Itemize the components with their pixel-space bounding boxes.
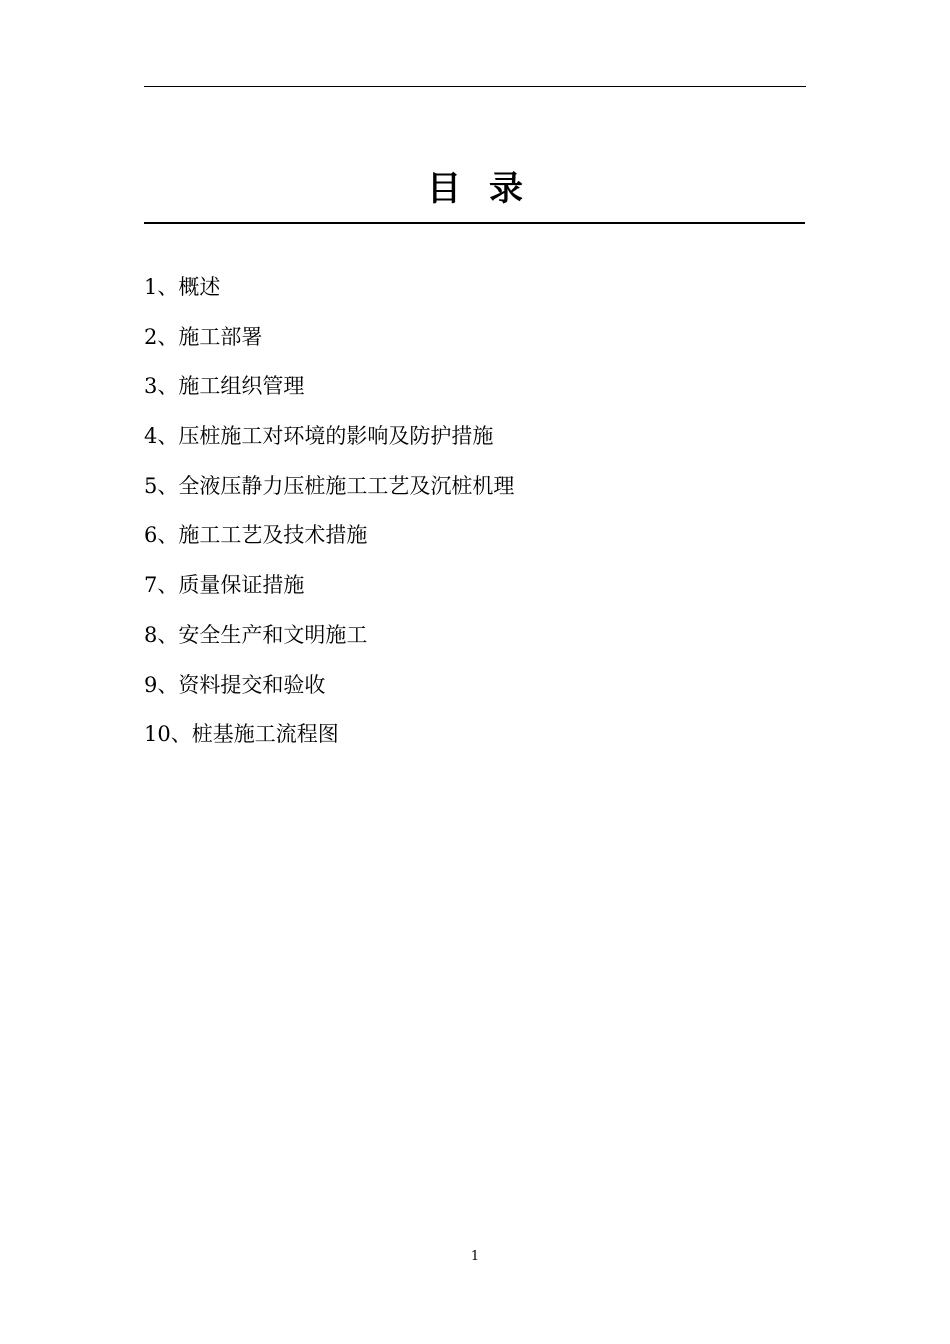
toc-item-1: 1、概述	[144, 275, 221, 299]
table-of-contents	[144, 269, 806, 766]
toc-item-6: 6、施工工艺及技术措施	[144, 523, 368, 548]
toc-item-10: 10、桩基施工流程图	[144, 722, 339, 747]
toc-item-4: 4、压桩施工对环境的影响及防护措施	[144, 424, 494, 449]
toc-item-8: 8、安全生产和文明施工	[144, 622, 368, 647]
header-rule	[144, 86, 806, 87]
title-underline	[144, 222, 805, 224]
toc-item-5: 5、全液压静力压桩施工工艺及沉桩机理	[144, 473, 515, 498]
toc-item-3: 3、施工组织管理	[144, 374, 305, 399]
toc-item-2: 2、施工部署	[144, 324, 263, 349]
page-title: 目录	[427, 169, 551, 209]
page-number: 1	[470, 1249, 480, 1264]
toc-item-7: 7、质量保证措施	[144, 573, 305, 598]
toc-item-9: 9、资料提交和验收	[144, 672, 326, 697]
